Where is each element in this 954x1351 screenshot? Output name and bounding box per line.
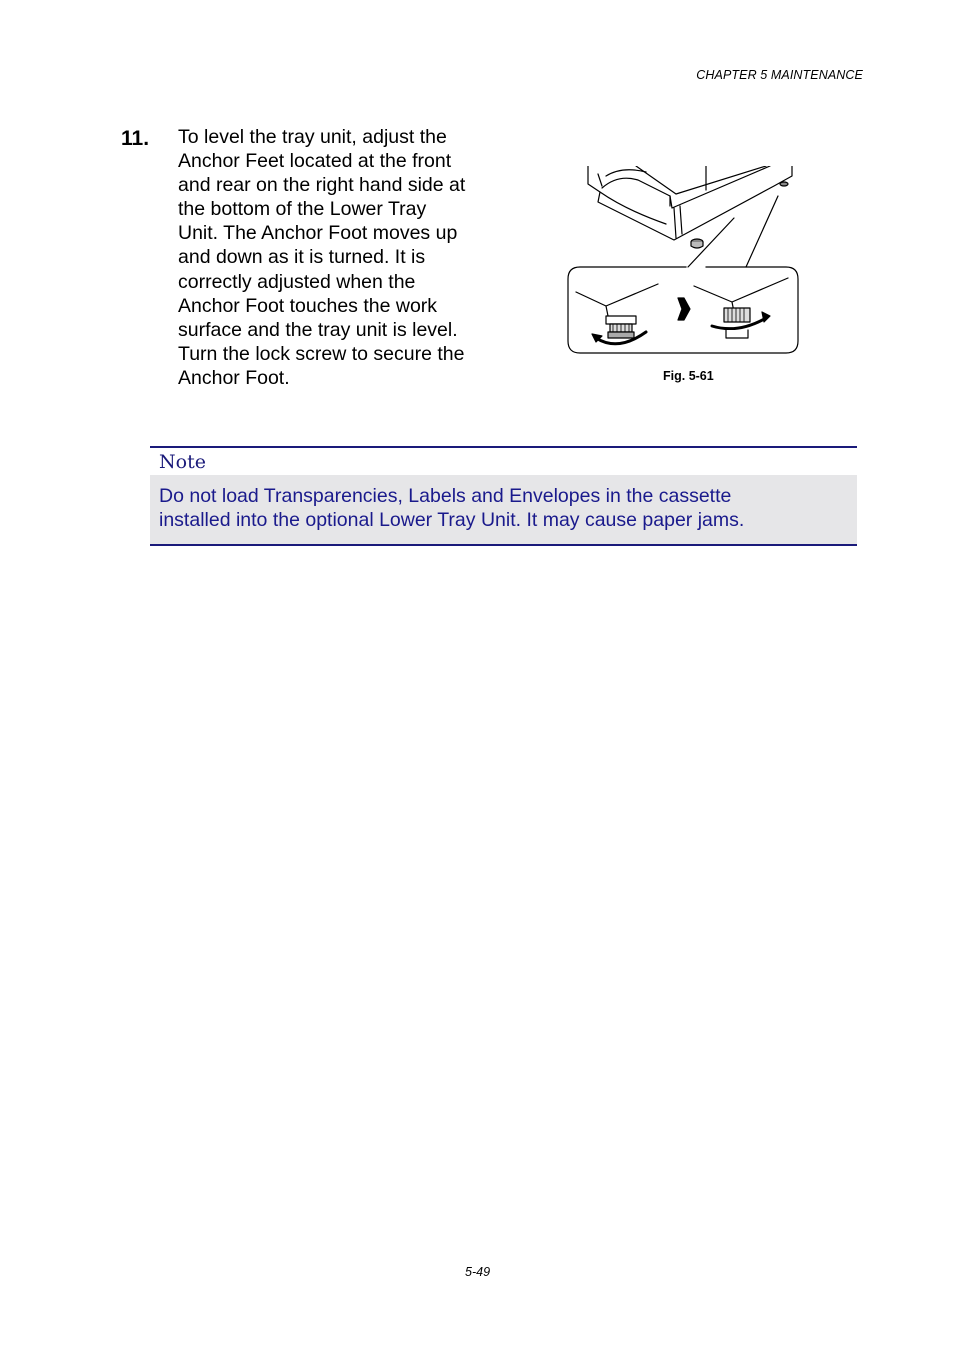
anchor-foot-illustration <box>566 166 802 356</box>
step-instructions <box>178 125 498 390</box>
note-line: installed into the optional Lower Tray Unit. It may cause paper jams. <box>159 509 745 531</box>
step-line: Anchor Foot. <box>178 366 290 389</box>
page-number: 5-49 <box>465 1265 491 1279</box>
step-line: Anchor Foot touches the work <box>178 294 438 317</box>
chapter-header: CHAPTER 5 MAINTENANCE <box>696 68 863 82</box>
step-line: and rear on the right hand side at <box>178 174 466 197</box>
note-body <box>150 475 857 544</box>
figure-caption: Fig. 5-61 <box>663 369 714 383</box>
step-line: Turn the lock screw to secure the <box>178 342 465 365</box>
step-number: 11. <box>121 127 150 150</box>
step-line: correctly adjusted when the <box>178 270 416 293</box>
step-line: To level the tray unit, adjust the <box>178 126 447 148</box>
step-line: and down as it is turned. It is <box>178 246 426 269</box>
step-line: Unit. The Anchor Foot moves up <box>178 222 458 245</box>
step-line: surface and the tray unit is level. <box>178 318 458 341</box>
note-box <box>150 446 857 546</box>
step-line: Anchor Feet located at the front <box>178 150 452 173</box>
note-title: Note <box>159 451 206 473</box>
note-line: Do not load Transparencies, Labels and Envelopes in the cassette <box>159 485 732 507</box>
step-line: the bottom of the Lower Tray <box>178 198 427 221</box>
